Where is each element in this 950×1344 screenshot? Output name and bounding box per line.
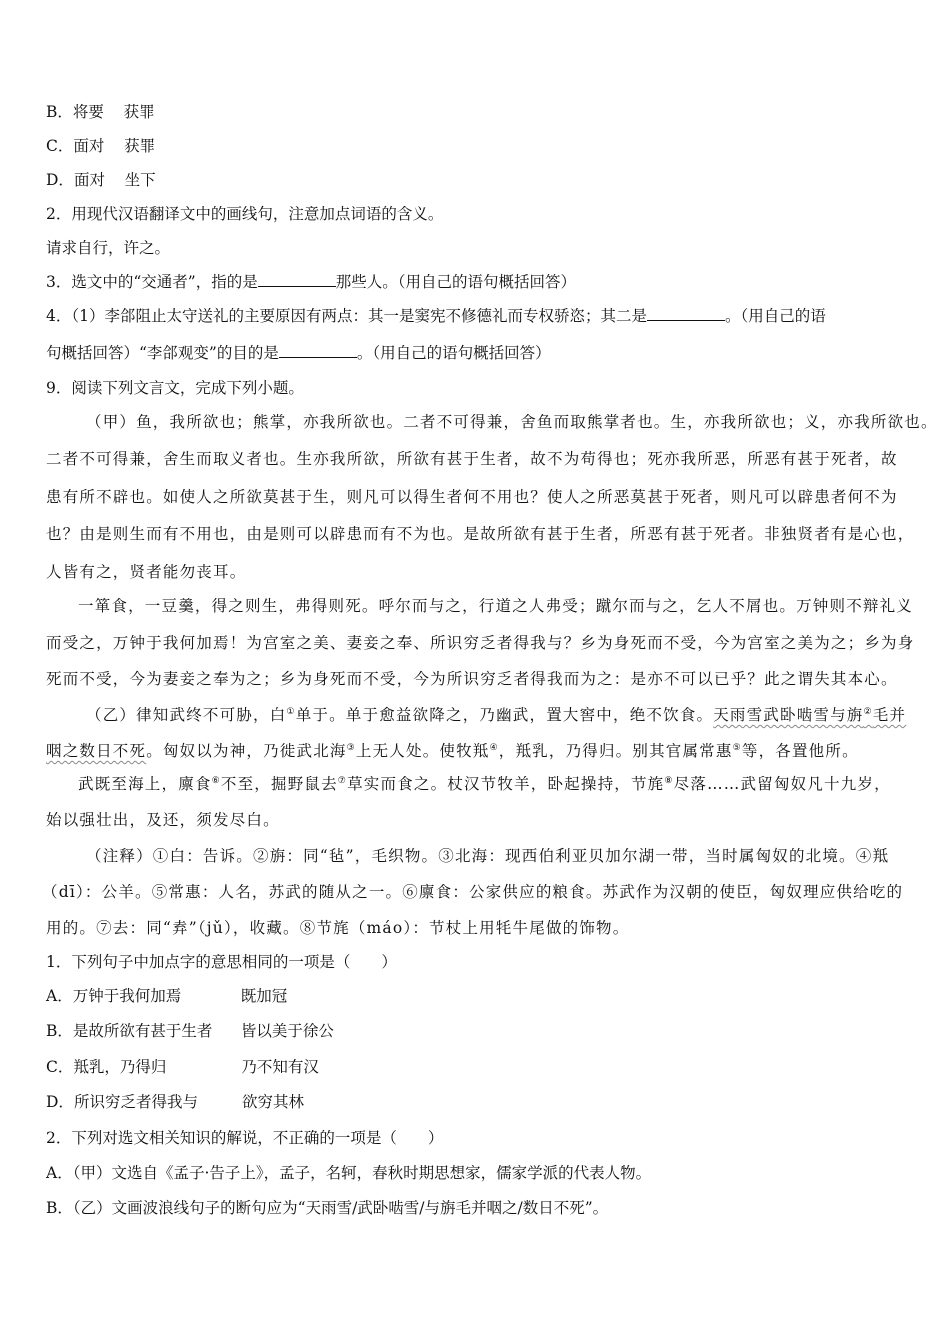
option-b [46, 102, 155, 122]
passage-text: 单于。单于愈益欲降之，乃幽武，置大窖中，绝不饮食。 [295, 706, 714, 724]
passage-text: 等，各置他所。 [741, 742, 859, 760]
option-label: D． [46, 171, 74, 189]
option-left: 羝乳，乃得归 [73, 1058, 167, 1076]
passage-yi-line [54, 705, 946, 725]
sub-question-1-option-c [46, 1057, 319, 1077]
option-label: B． [46, 1022, 73, 1040]
passage-text: 上无人处。使牧羝 [355, 742, 490, 760]
passage-jia-line: 二者不可得兼，舍生而取义者也。生亦我所欲，所欲有甚于生者，故不为苟得也；死亦我所恶，所恶有甚于死者，故 [46, 450, 898, 468]
footnote-marker: ⑧ [664, 776, 674, 786]
answer-blank[interactable] [279, 343, 357, 358]
footnote-marker: ⑤ [732, 743, 742, 753]
option-text: 获罪 [123, 103, 155, 121]
option-label: B． [46, 103, 73, 121]
passage-yi-line [46, 741, 906, 761]
passage-yi-line: 始以强壮出，及还，须发尽白。 [46, 811, 280, 829]
footnote-marker: ⑥ [211, 776, 221, 786]
option-text: 面对 [73, 171, 105, 189]
passage-text: 。匈奴以为神，乃徙武北海 [146, 742, 347, 760]
sub-question-2-option-a [46, 1163, 651, 1183]
answer-blank[interactable] [258, 272, 336, 287]
option-c [46, 136, 155, 156]
answer-blank[interactable] [647, 306, 725, 321]
question-2-prompt: 2．用现代汉语翻译文中的画线句，注意加点词语的含义。 [46, 205, 444, 223]
passage-jia2-line: 而受之，万钟于我何加焉！为宫室之美、妻妾之奉、所识穷乏者得我与？乡为身死而不受，今为宫室之美为之；乡为身 [46, 634, 915, 652]
footnote-marker: ⑦ [337, 776, 348, 786]
option-text: 面对 [73, 137, 105, 155]
question-4-line-2 [46, 343, 551, 363]
passage-text: 不至，掘野鼠去 [220, 775, 338, 793]
option-text: 将要 [72, 103, 104, 121]
option-left: 所识穷乏者得我与 [73, 1093, 198, 1111]
option-right: 欲穷其林 [241, 1093, 304, 1111]
passage-text: ，羝乳，乃得归。别其官属常惠 [498, 742, 733, 760]
footnote-marker: ② [863, 707, 873, 717]
question-4-line-1 [46, 306, 826, 326]
passage-text: 毛并 [872, 706, 907, 724]
option-right: 既加冠 [240, 987, 288, 1005]
question-2-sentence: 请求自行，许之。 [46, 239, 171, 257]
wavy-underlined-sentence [713, 706, 906, 724]
passage-jia2-line: 一箪食，一豆羹，得之则生，弗得则死。呼尔而与之，行道之人弗受；蹴尔而与之，乞人不屑也。万钟则不辩礼义 [78, 597, 914, 615]
option-text: （甲）文选自《孟子·告子上》，孟子，名轲，春秋时期思想家，儒家学派的代表人物。 [72, 1164, 652, 1182]
passage-jia-line: 人皆有之，贤者能勿丧耳。 [46, 563, 247, 581]
option-d [46, 170, 156, 190]
footnote-marker: ④ [489, 743, 499, 753]
option-right: 皆以美于徐公 [240, 1022, 334, 1040]
question-text: 那些人。（用自己的语句概括回答） [335, 273, 576, 291]
question-9-title: 9．阅读下列文言文，完成下列小题。 [46, 379, 304, 397]
option-text: （乙）文画波浪线句子的断句应为“天雨雪/武卧啮雪/与旃毛并咽之/数日不死”。 [72, 1199, 609, 1217]
question-text: 句概括回答）“李郃观变”的目的是 [46, 344, 279, 362]
passage-yi-line [46, 774, 938, 794]
question-text: 4．（1）李郃阻止太守送礼的主要原因有两点：其一是窦宪不修德礼而专权骄恣；其二是 [46, 307, 647, 325]
question-3 [46, 272, 576, 292]
option-left: 是故所欲有甚于生者 [72, 1022, 213, 1040]
option-label: C． [46, 1058, 74, 1076]
notes-line: 用的。⑦去：同“弆”（jǔ），收藏。⑧节旄（máo）：节杖上用牦牛尾做的饰物。 [46, 919, 630, 937]
passage-jia-line: 患有所不辟也。如使人之所欲莫甚于生，则凡可以得生者何不用也？使人之所恶莫甚于死者，则凡可以辟患者何不为 [46, 488, 898, 506]
passage-text: 武既至海上，廪食 [78, 775, 212, 793]
sub-question-1-option-a [46, 986, 287, 1006]
option-label: A． [46, 987, 73, 1005]
passage-jia2-line: 死而不受，今为妻妾之奉为之；乡为身死而不受，今为所识穷乏者得我而为之：是亦不可以已乎？此之谓失其本心。 [46, 670, 898, 688]
question-text: 。（用自己的语句概括回答） [356, 344, 551, 362]
option-label: A． [46, 1164, 73, 1182]
option-label: C． [46, 137, 74, 155]
footnote-marker: ① [286, 707, 296, 717]
passage-text: （乙）律知武终不可胁，白 [86, 706, 287, 724]
option-text: 坐下 [124, 171, 156, 189]
notes-line: （dī）：公羊。⑤常惠：人名，苏武的随从之一。⑥廪食：公家供应的粮食。苏武作为汉朝的使臣，匈奴理应供给吃的 [42, 883, 904, 901]
option-label: B． [46, 1199, 73, 1217]
footnote-marker: ③ [346, 743, 356, 753]
sub-question-2-option-b [46, 1198, 608, 1218]
option-text: 获罪 [124, 137, 156, 155]
passage-jia-line: 也？由是则生而有不用也，由是则可以辟患而有不为也。是故所欲有甚于生者，所恶有甚于死者。非独贤者有是心也， [46, 525, 915, 543]
sub-question-1-prompt: 1．下列句子中加点字的意思相同的一项是（ ） [46, 953, 397, 971]
option-label: D． [46, 1093, 74, 1111]
passage-jia-line: （甲）鱼，我所欲也；熊掌，亦我所欲也。二者不可得兼，舍鱼而取熊掌者也。生，亦我所欲也；义，亦我所欲也。 [86, 413, 938, 431]
wavy-underlined-sentence: 咽之数日不死 [46, 742, 147, 760]
notes-line: （注释）①白：告诉。②旃：同“毡”，毛织物。③北海：现西伯利亚贝加尔湖一带，当时属匈奴的北境。④羝 [86, 847, 890, 865]
passage-text: 天雨雪武卧啮雪与旃 [713, 706, 864, 724]
sub-question-2-prompt: 2．下列对选文相关知识的解说，不正确的一项是（ ） [46, 1129, 444, 1147]
question-text: 3．选文中的“交通者”，指的是 [46, 273, 258, 291]
option-right: 乃不知有汉 [241, 1058, 319, 1076]
option-left: 万钟于我何加焉 [72, 987, 182, 1005]
passage-text: 草实而食之。杖汉节牧羊，卧起操持，节旄 [347, 775, 665, 793]
sub-question-1-option-b [46, 1021, 334, 1041]
question-text: 。（用自己的语 [724, 307, 826, 325]
sub-question-1-option-d [46, 1092, 304, 1112]
passage-text: 尽落……武留匈奴凡十九岁， [673, 775, 891, 793]
